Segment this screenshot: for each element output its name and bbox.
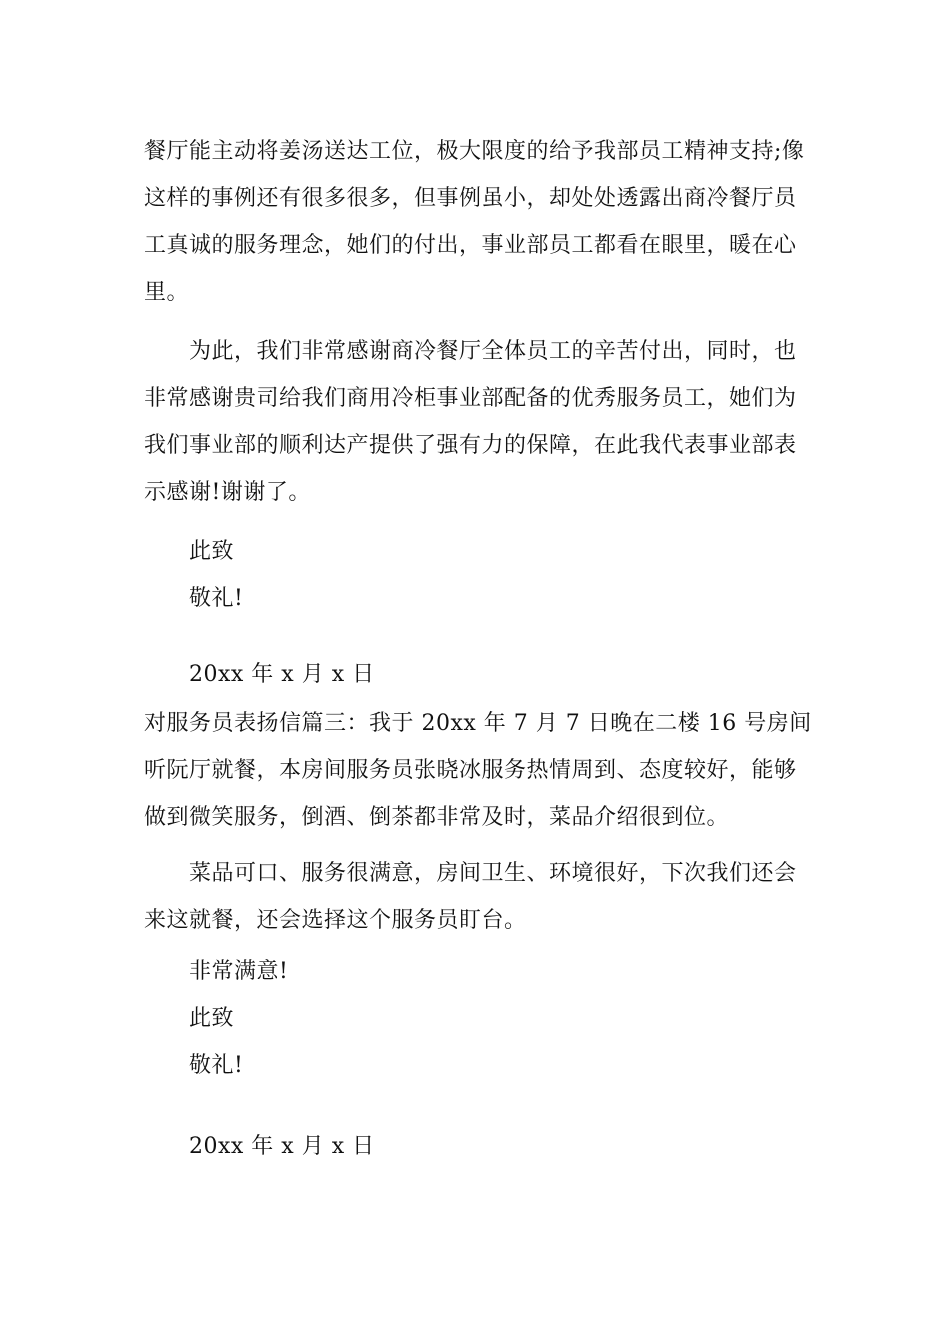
paragraph-2-line-1: 为此，我们非常感谢商冷餐厅全体员工的辛苦付出，同时，也: [189, 339, 797, 364]
paragraph-2-line-2: 非常感谢贵司给我们商用冷柜事业部配备的优秀服务员工，她们为: [144, 386, 797, 411]
closing-1: [144, 528, 810, 622]
closing-2-cizhi: 此致: [189, 1006, 235, 1031]
paragraph-1-line-4: 里。: [144, 280, 190, 305]
section-3: [144, 700, 810, 841]
date-2: [144, 1123, 810, 1170]
closing-2: [144, 948, 810, 1089]
closing-1-jingli: 敬礼!: [189, 586, 244, 611]
paragraph-3-line-3: 做到微笑服务，倒酒、倒茶都非常及时，菜品介绍很到位。: [144, 805, 730, 830]
paragraph-3-line-2: 听阮厅就餐，本房间服务员张晓冰服务热情周到、态度较好，能够: [144, 758, 797, 783]
paragraph-2-line-4: 示感谢!谢谢了。: [144, 480, 311, 505]
paragraph-2: [144, 328, 810, 516]
satisfaction-text: 非常满意!: [189, 959, 289, 984]
closing-1-cizhi: 此致: [189, 539, 235, 564]
section-3-header-line: [144, 700, 810, 747]
paragraph-1-line-2: 这样的事例还有很多很多，但事例虽小，却处处透露出商冷餐厅员: [144, 186, 797, 211]
date-1: [144, 651, 810, 698]
section-title: 对服务员表扬信篇三：: [144, 711, 370, 736]
date-1-text: 20xx 年 x 月 x 日: [189, 662, 375, 687]
section-first-line: 我于 20xx 年 7 月 7 日晚在二楼 16 号房间: [369, 711, 812, 736]
paragraph-4: [144, 850, 810, 944]
closing-2-jingli: 敬礼!: [189, 1053, 244, 1078]
paragraph-1-line-3: 工真诚的服务理念，她们的付出，事业部员工都看在眼里，暖在心: [144, 233, 797, 258]
paragraph-2-line-3: 我们事业部的顺利达产提供了强有力的保障，在此我代表事业部表: [144, 433, 797, 458]
paragraph-4-line-1: 菜品可口、服务很满意，房间卫生、环境很好，下次我们还会: [189, 861, 797, 886]
date-2-text: 20xx 年 x 月 x 日: [189, 1134, 375, 1159]
paragraph-4-line-2: 来这就餐，还会选择这个服务员盯台。: [144, 908, 527, 933]
paragraph-1-line-1: 餐厅能主动将姜汤送达工位，极大限度的给予我部员工精神支持;像: [144, 139, 805, 164]
paragraph-1: [144, 128, 810, 316]
